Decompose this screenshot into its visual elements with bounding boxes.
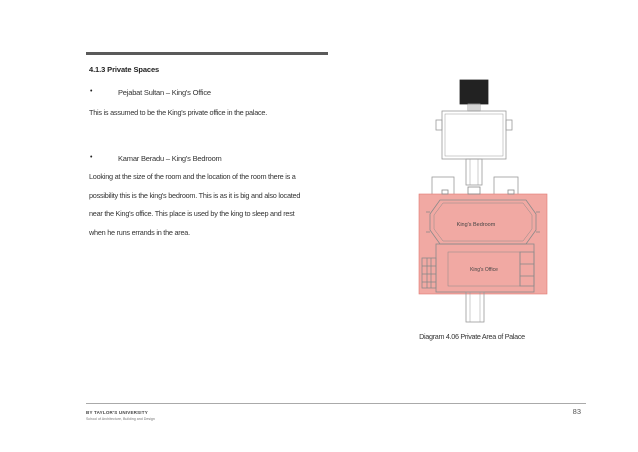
school-name-text: School of Architecture, Building and Design: [86, 417, 155, 421]
diagram-caption: Diagram 4.06 Private Area of Palace: [419, 332, 525, 341]
university-logo-text: BY TAYLOR'S UNIVERSITY: [86, 410, 148, 415]
left-wing: [432, 177, 454, 195]
label-kings-bedroom: King's Bedroom: [456, 222, 496, 228]
upper-room: [442, 111, 506, 159]
page-number: 83: [572, 407, 581, 416]
description-line: when he runs errands in the area.: [89, 227, 190, 237]
floor-plan-diagram: [418, 72, 568, 330]
bottom-porch: [466, 292, 484, 322]
description-line: near the King's office. This place is used by the king to sleep and rest: [89, 209, 295, 218]
plan-outline: [432, 80, 518, 195]
bottom-divider: [86, 403, 586, 404]
bullet-marker: •: [90, 154, 93, 161]
bullet-marker: •: [90, 88, 93, 95]
top-divider: [86, 52, 328, 55]
item-description-kings-office: This is assumed to be the King's private office in the palace.: [89, 108, 268, 117]
description-line: Looking at the size of the room and the location of the room there is a: [89, 172, 296, 181]
lower-structures: [466, 292, 484, 322]
description-line: possibility this is the king's bedroom. This is as it is big and also located: [89, 190, 301, 200]
corridor: [466, 159, 482, 185]
roof-block: [460, 80, 488, 104]
right-wing: [494, 177, 518, 195]
item-title-kings-office: Pejabat Sultan – King's Office: [118, 88, 211, 97]
label-kings-office: King's Office: [470, 267, 498, 273]
item-description-kings-bedroom: [89, 168, 329, 242]
item-title-kings-bedroom: Kamar Beradu – King's Bedroom: [118, 154, 222, 163]
section-heading: 4.1.3 Private Spaces: [89, 65, 160, 74]
